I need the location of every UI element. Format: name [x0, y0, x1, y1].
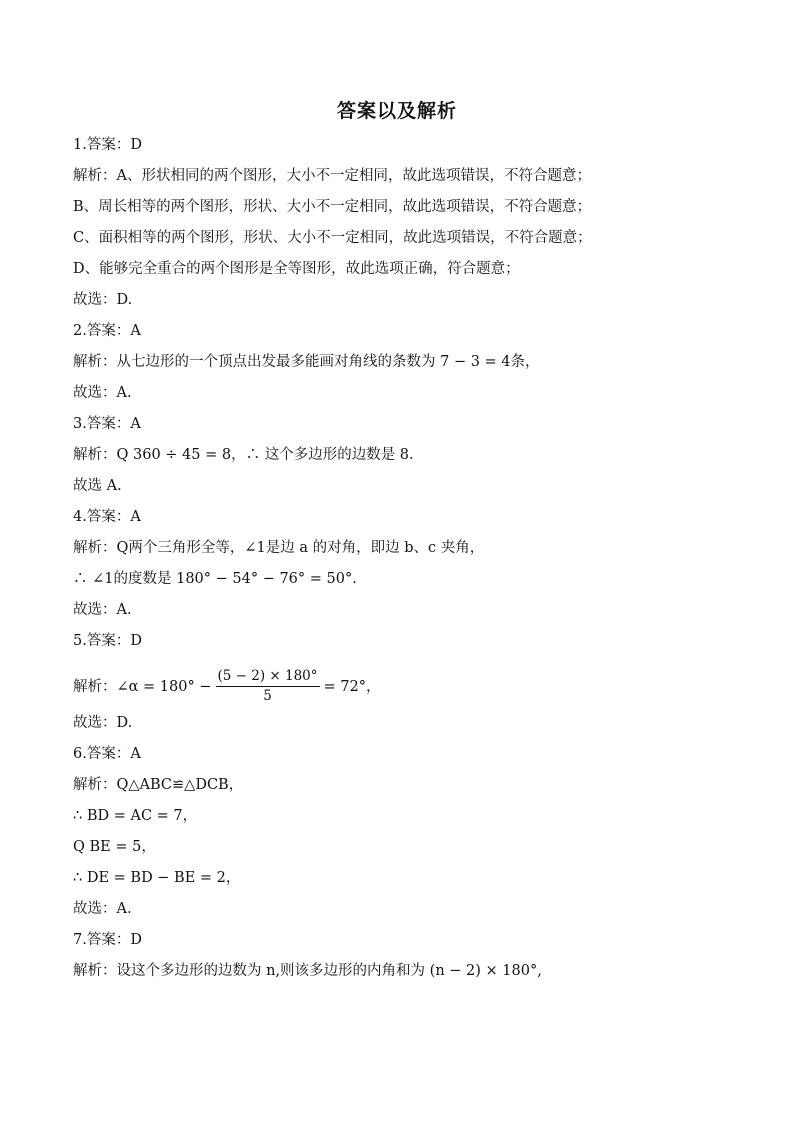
answer-line: 7.答案：D — [73, 932, 142, 948]
explanation-line: ∴ DE = BD − BE = 2， — [73, 870, 241, 886]
choice-line: 故选：D. — [73, 715, 133, 731]
explanation-line: B、周长相等的两个图形，形状、大小不一定相同，故此选项错误，不符合题意； — [73, 199, 592, 215]
explanation-line: Q BE = 5， — [73, 839, 156, 855]
answer-line: 6.答案：A — [73, 746, 141, 762]
fraction — [216, 668, 320, 705]
explanation-line: 解析：A、形状相同的两个图形，大小不一定相同，故此选项错误，不符合题意； — [73, 168, 591, 184]
choice-line: 故选：A. — [73, 385, 132, 401]
explanation-line: D、能够完全重合的两个图形是全等图形，故此选项正确，符合题意； — [73, 261, 520, 277]
choice-line: 故选：A. — [73, 602, 132, 618]
choice-line: 故选：D. — [73, 292, 133, 308]
answer-line: 4.答案：A — [73, 509, 141, 525]
explanation-line: C、面积相等的两个图形，形状、大小不一定相同，故此选项错误，不符合题意； — [73, 230, 592, 246]
explanation-line: 解析：Q两个三角形全等，∠1是边 a 的对角，即边 b、c 夹角， — [73, 540, 485, 556]
explanation-line: 解析：设这个多边形的边数为 n,则该多边形的内角和为 (n − 2) × 180°, — [73, 963, 542, 979]
formula-suffix: = 72°， — [323, 678, 381, 695]
explanation-line: 解析：从七边形的一个顶点出发最多能画对角线的条数为 7 − 3 = 4条， — [73, 354, 540, 370]
answer-line: 5.答案：D — [73, 633, 142, 649]
formula-prefix: 解析：∠α = 180° − — [73, 678, 212, 695]
choice-line: 故选 A. — [73, 478, 122, 494]
fraction-denominator: 5 — [263, 688, 272, 704]
explanation-line: ∴ BD = AC = 7， — [73, 808, 198, 824]
explanation-line: ∴ ∠1的度数是 180° − 54° − 76° = 50°. — [73, 571, 357, 587]
answer-lines — [73, 134, 753, 991]
answer-line: 1.答案：D — [73, 137, 142, 153]
choice-line: 故选：A. — [73, 901, 132, 917]
explanation-line: 解析：Q 360 ÷ 45 = 8，∴ 这个多边形的边数是 8. — [73, 447, 414, 463]
explanation-line: 解析：Q△ABC≌△DCB， — [73, 777, 244, 793]
fraction-formula-line — [73, 661, 753, 712]
page-title: 答案以及解析 — [336, 100, 457, 122]
fraction-numerator: (5 − 2) × 180° — [216, 668, 320, 687]
answer-line: 3.答案：A — [73, 416, 141, 432]
answer-line: 2.答案：A — [73, 323, 141, 339]
